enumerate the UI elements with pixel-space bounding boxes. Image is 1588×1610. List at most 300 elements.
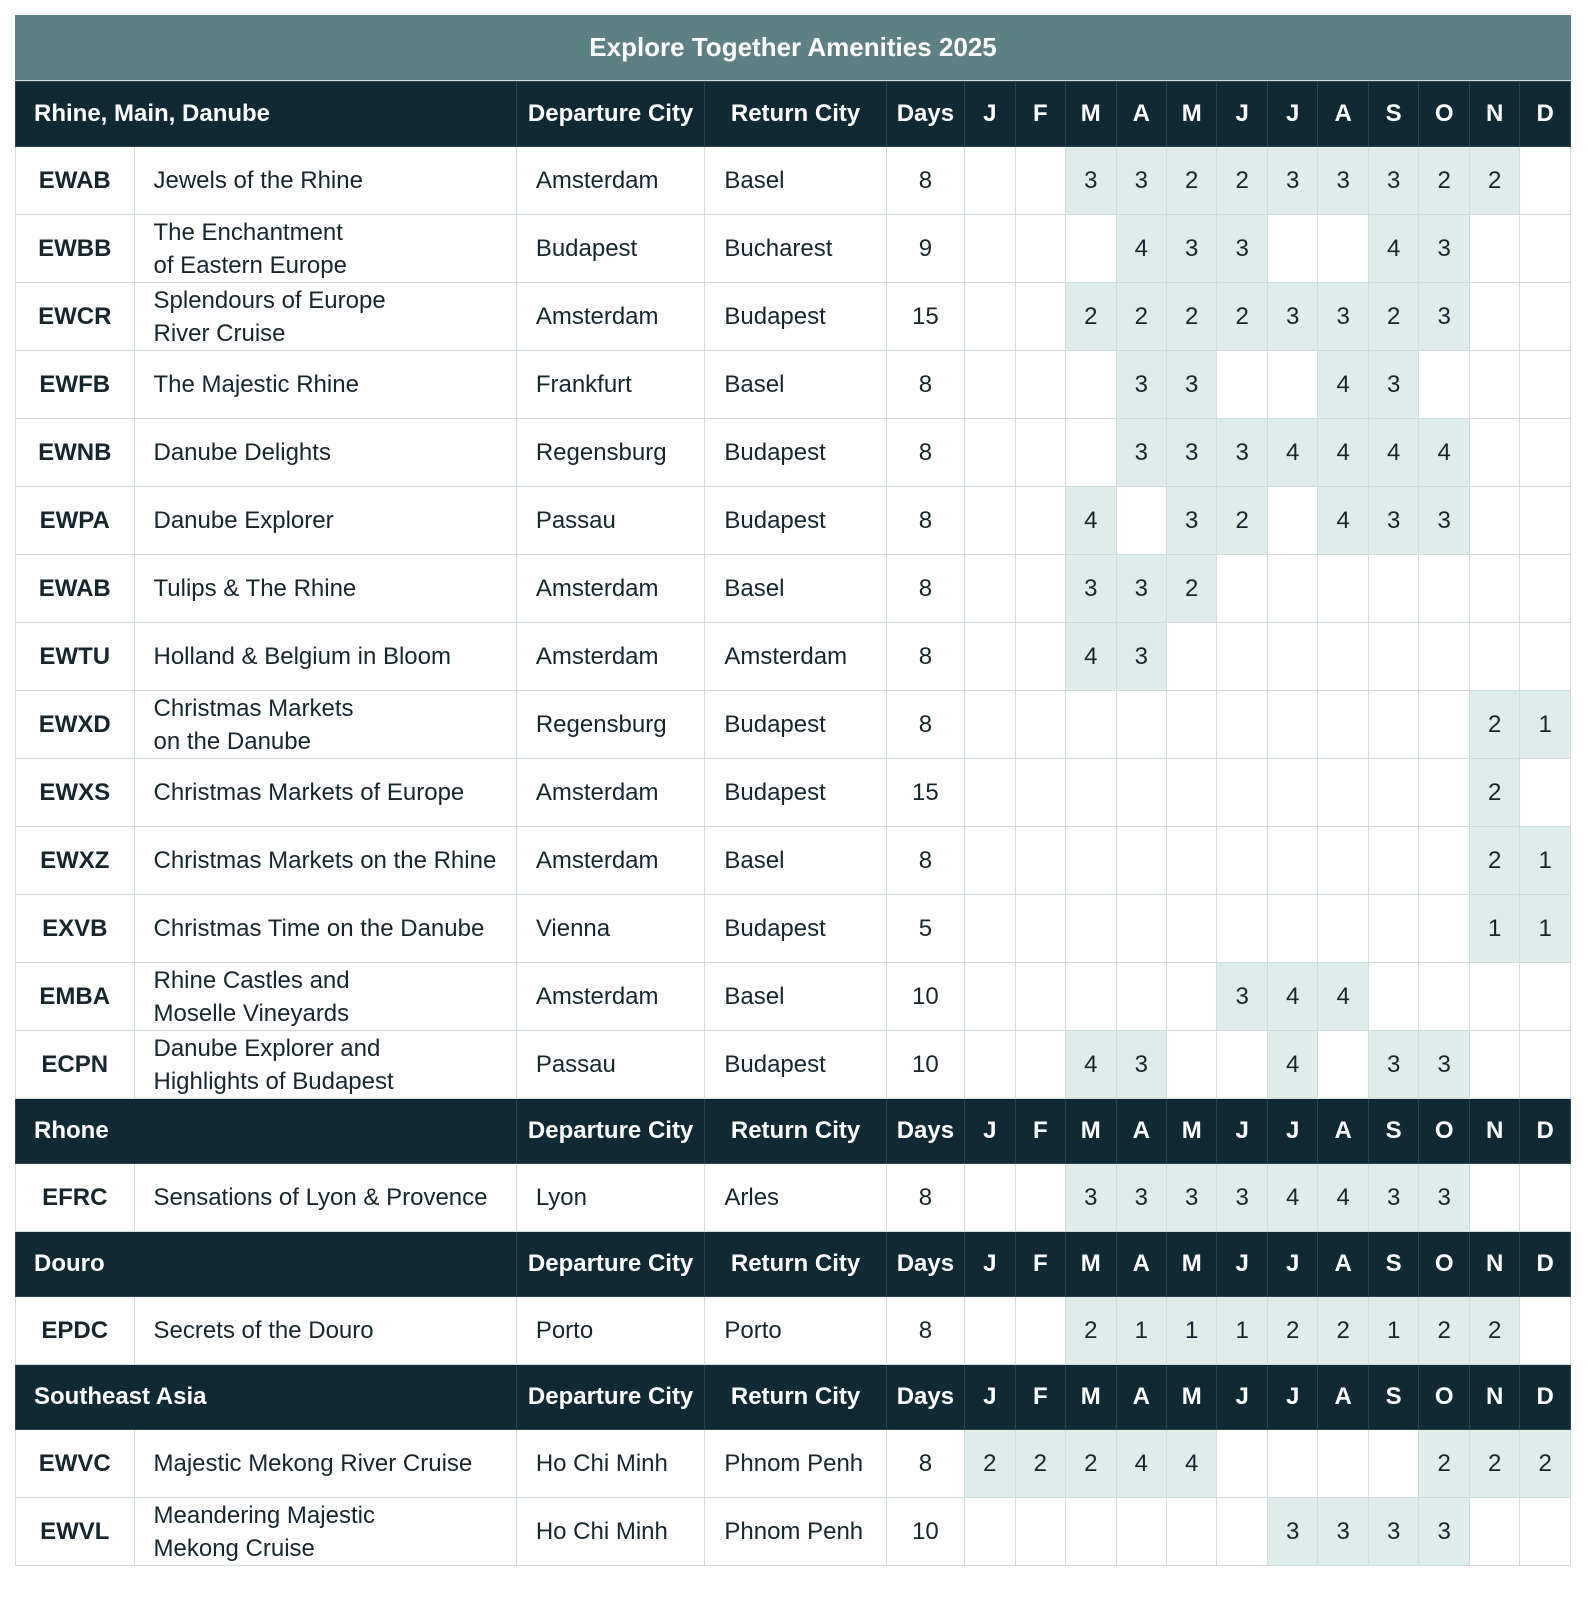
cruise-name: Christmas Markets of Europe [134, 759, 516, 827]
month-value [1015, 759, 1065, 827]
month-value [1015, 147, 1065, 215]
month-value: 3 [1116, 419, 1166, 487]
cruise-code: EWCR [16, 283, 135, 351]
departure-city: Regensburg [516, 419, 705, 487]
month-value: 2 [1267, 1297, 1317, 1365]
cruise-name: Danube Explorer and Highlights of Budapest [134, 1031, 516, 1099]
month-value: 3 [1368, 147, 1418, 215]
month-value: 4 [1066, 1031, 1116, 1099]
month-header: M [1166, 1232, 1216, 1297]
month-header: N [1469, 1099, 1519, 1164]
month-value [1015, 963, 1065, 1031]
month-value: 1 [1520, 691, 1571, 759]
month-header: M [1066, 1232, 1116, 1297]
month-value: 2 [1166, 147, 1216, 215]
month-value [1217, 827, 1267, 895]
days-count: 8 [886, 147, 964, 215]
month-value [1520, 1164, 1571, 1232]
month-header: M [1166, 1365, 1216, 1430]
cruise-code: EWXS [16, 759, 135, 827]
month-value [1166, 1031, 1216, 1099]
month-value [1015, 1164, 1065, 1232]
month-value [1520, 1031, 1571, 1099]
days-count: 9 [886, 215, 964, 283]
departure-city: Budapest [516, 215, 705, 283]
cruise-name: Secrets of the Douro [134, 1297, 516, 1365]
month-value [1318, 623, 1368, 691]
departure-city: Vienna [516, 895, 705, 963]
table-row [16, 895, 1571, 963]
month-value [1419, 895, 1469, 963]
month-header: J [1217, 1099, 1267, 1164]
month-value [1318, 691, 1368, 759]
cruise-code: EMBA [16, 963, 135, 1031]
cruise-name: Christmas Time on the Danube [134, 895, 516, 963]
departure-city: Amsterdam [516, 283, 705, 351]
month-value: 4 [1166, 1430, 1216, 1498]
cruise-name: Sensations of Lyon & Provence [134, 1164, 516, 1232]
month-header: S [1368, 1099, 1418, 1164]
return-city: Bucharest [705, 215, 886, 283]
month-value: 2 [1166, 555, 1216, 623]
month-header: F [1015, 1232, 1065, 1297]
days-count: 8 [886, 1430, 964, 1498]
month-value [1267, 623, 1317, 691]
month-value [1267, 827, 1317, 895]
month-header: J [1217, 82, 1267, 147]
month-value [1368, 1430, 1418, 1498]
month-value: 3 [1166, 351, 1216, 419]
month-value: 2 [1419, 147, 1469, 215]
cruise-code: EWTU [16, 623, 135, 691]
month-value [1066, 419, 1116, 487]
month-value [1368, 963, 1418, 1031]
table-row [16, 759, 1571, 827]
cruise-code: EPDC [16, 1297, 135, 1365]
return-city: Basel [705, 147, 886, 215]
month-header: N [1469, 1232, 1519, 1297]
departure-city: Amsterdam [516, 555, 705, 623]
month-header: J [965, 1099, 1015, 1164]
departure-city: Amsterdam [516, 759, 705, 827]
month-value [1066, 351, 1116, 419]
month-value [965, 895, 1015, 963]
departure-city: Ho Chi Minh [516, 1430, 705, 1498]
month-value [1015, 351, 1065, 419]
month-value: 3 [1217, 419, 1267, 487]
days-count: 8 [886, 419, 964, 487]
month-value: 3 [1066, 555, 1116, 623]
month-value [1066, 691, 1116, 759]
month-value [965, 1498, 1015, 1566]
table-row [16, 623, 1571, 691]
month-value: 4 [1066, 487, 1116, 555]
month-value [1015, 827, 1065, 895]
return-city-header: Return City [705, 1232, 886, 1297]
month-value: 2 [1066, 283, 1116, 351]
month-value [1318, 555, 1368, 623]
return-city: Basel [705, 827, 886, 895]
return-city: Budapest [705, 283, 886, 351]
month-value: 2 [1368, 283, 1418, 351]
days-count: 8 [886, 691, 964, 759]
return-city: Budapest [705, 691, 886, 759]
month-header: A [1318, 82, 1368, 147]
month-value [1166, 1498, 1216, 1566]
month-value [1015, 419, 1065, 487]
return-city-header: Return City [705, 1099, 886, 1164]
table-row [16, 351, 1571, 419]
return-city: Phnom Penh [705, 1430, 886, 1498]
departure-city: Frankfurt [516, 351, 705, 419]
month-value: 3 [1217, 215, 1267, 283]
return-city: Budapest [705, 487, 886, 555]
return-city: Budapest [705, 895, 886, 963]
month-header: N [1469, 82, 1519, 147]
departure-city: Ho Chi Minh [516, 1498, 705, 1566]
month-value [1066, 1498, 1116, 1566]
month-value: 2 [1469, 759, 1519, 827]
month-header: A [1116, 1365, 1166, 1430]
month-value [1368, 555, 1418, 623]
cruise-name: Majestic Mekong River Cruise [134, 1430, 516, 1498]
month-value [1217, 759, 1267, 827]
month-value [1520, 555, 1571, 623]
cruise-code: EWAB [16, 555, 135, 623]
table-row [16, 487, 1571, 555]
month-value [1368, 691, 1418, 759]
month-value: 2 [1469, 147, 1519, 215]
month-header: A [1318, 1232, 1368, 1297]
amenities-table [15, 81, 1571, 1566]
month-value: 3 [1166, 487, 1216, 555]
month-header: J [965, 1365, 1015, 1430]
return-city-header: Return City [705, 1365, 886, 1430]
cruise-name: Jewels of the Rhine [134, 147, 516, 215]
month-value: 3 [1217, 963, 1267, 1031]
month-value: 3 [1419, 1031, 1469, 1099]
return-city: Budapest [705, 419, 886, 487]
month-value [1166, 691, 1216, 759]
month-value [1166, 759, 1216, 827]
month-header: J [1267, 1232, 1317, 1297]
month-value [1469, 419, 1519, 487]
month-value: 3 [1419, 487, 1469, 555]
month-value [1520, 1297, 1571, 1365]
month-header: S [1368, 1365, 1418, 1430]
month-header: M [1066, 1365, 1116, 1430]
section-header [16, 1232, 1571, 1297]
month-value [1267, 691, 1317, 759]
cruise-code: EWVL [16, 1498, 135, 1566]
month-value [965, 147, 1015, 215]
month-value [1469, 963, 1519, 1031]
month-value: 3 [1066, 1164, 1116, 1232]
month-value: 4 [1318, 351, 1368, 419]
month-value: 3 [1217, 1164, 1267, 1232]
days-count: 8 [886, 487, 964, 555]
month-value: 3 [1318, 1498, 1368, 1566]
month-header: O [1419, 1232, 1469, 1297]
month-header: J [1217, 1365, 1267, 1430]
region-title: Southeast Asia [16, 1365, 517, 1430]
month-value [1166, 963, 1216, 1031]
month-value: 1 [1166, 1297, 1216, 1365]
month-value: 1 [1116, 1297, 1166, 1365]
month-value [1419, 759, 1469, 827]
month-header: M [1066, 82, 1116, 147]
days-count: 8 [886, 1297, 964, 1365]
month-value [1267, 555, 1317, 623]
month-value: 3 [1368, 1031, 1418, 1099]
departure-city: Amsterdam [516, 623, 705, 691]
month-value [965, 963, 1015, 1031]
month-value [1520, 351, 1571, 419]
month-header: F [1015, 1099, 1065, 1164]
month-value [1066, 895, 1116, 963]
region-title: Douro [16, 1232, 517, 1297]
cruise-name: Holland & Belgium in Bloom [134, 623, 516, 691]
month-value [965, 351, 1015, 419]
departure-city: Porto [516, 1297, 705, 1365]
month-value: 3 [1368, 351, 1418, 419]
month-value [1469, 351, 1519, 419]
month-value [1318, 827, 1368, 895]
month-value [1217, 691, 1267, 759]
month-header: D [1520, 1099, 1571, 1164]
cruise-name: Rhine Castles and Moselle Vineyards [134, 963, 516, 1031]
cruise-name: The Enchantment of Eastern Europe [134, 215, 516, 283]
month-value [1217, 555, 1267, 623]
month-value: 4 [1318, 487, 1368, 555]
departure-city: Amsterdam [516, 147, 705, 215]
table-row [16, 283, 1571, 351]
departure-city-header: Departure City [516, 1232, 705, 1297]
month-value: 3 [1116, 623, 1166, 691]
departure-city: Regensburg [516, 691, 705, 759]
month-header: D [1520, 82, 1571, 147]
month-value: 2 [1469, 1430, 1519, 1498]
month-value [1217, 351, 1267, 419]
month-value [1368, 623, 1418, 691]
month-value: 3 [1419, 283, 1469, 351]
departure-city: Amsterdam [516, 827, 705, 895]
cruise-code: EFRC [16, 1164, 135, 1232]
month-value [965, 1031, 1015, 1099]
days-count: 10 [886, 1498, 964, 1566]
month-header: A [1116, 1099, 1166, 1164]
month-header: J [1267, 1365, 1317, 1430]
days-count: 8 [886, 1164, 964, 1232]
cruise-code: EWVC [16, 1430, 135, 1498]
month-header: F [1015, 1365, 1065, 1430]
departure-city-header: Departure City [516, 1365, 705, 1430]
month-value [1015, 623, 1065, 691]
table-row [16, 1498, 1571, 1566]
month-value: 4 [1368, 215, 1418, 283]
departure-city: Passau [516, 1031, 705, 1099]
month-value [1368, 827, 1418, 895]
month-value [1520, 487, 1571, 555]
return-city: Phnom Penh [705, 1498, 886, 1566]
month-value: 4 [1267, 1031, 1317, 1099]
days-count: 8 [886, 623, 964, 691]
cruise-name: The Majestic Rhine [134, 351, 516, 419]
month-value [1520, 759, 1571, 827]
month-value [1469, 1498, 1519, 1566]
month-value [965, 759, 1015, 827]
section-header [16, 1365, 1571, 1430]
table-row [16, 1031, 1571, 1099]
month-value: 2 [1066, 1297, 1116, 1365]
month-value: 2 [1419, 1430, 1469, 1498]
month-value [1520, 215, 1571, 283]
month-value: 4 [1318, 1164, 1368, 1232]
month-value [1368, 895, 1418, 963]
return-city: Budapest [705, 759, 886, 827]
month-value: 3 [1419, 1164, 1469, 1232]
cruise-name: Splendours of Europe River Cruise [134, 283, 516, 351]
month-value [1419, 827, 1469, 895]
cruise-name: Tulips & The Rhine [134, 555, 516, 623]
month-value [1520, 147, 1571, 215]
month-value [1116, 1498, 1166, 1566]
month-value: 2 [1116, 283, 1166, 351]
month-value [1469, 487, 1519, 555]
month-value: 4 [1318, 419, 1368, 487]
month-value: 3 [1419, 215, 1469, 283]
month-value: 1 [1368, 1297, 1418, 1365]
month-value [965, 827, 1015, 895]
month-value [1419, 963, 1469, 1031]
month-header: A [1116, 1232, 1166, 1297]
month-header: S [1368, 1232, 1418, 1297]
cruise-code: EWNB [16, 419, 135, 487]
days-count: 10 [886, 1031, 964, 1099]
month-value [1015, 1297, 1065, 1365]
section-header [16, 82, 1571, 147]
month-value: 2 [1469, 827, 1519, 895]
days-header: Days [886, 1232, 964, 1297]
month-value: 4 [1419, 419, 1469, 487]
region-title: Rhine, Main, Danube [16, 82, 517, 147]
month-header: S [1368, 82, 1418, 147]
cruise-code: EWXZ [16, 827, 135, 895]
month-value [1469, 215, 1519, 283]
month-value [1520, 283, 1571, 351]
month-value: 3 [1267, 283, 1317, 351]
month-header: O [1419, 82, 1469, 147]
cruise-code: EWXD [16, 691, 135, 759]
month-value: 3 [1166, 215, 1216, 283]
month-value: 2 [1469, 1297, 1519, 1365]
month-header: O [1419, 1099, 1469, 1164]
month-header: J [1267, 1099, 1317, 1164]
departure-city: Lyon [516, 1164, 705, 1232]
cruise-code: EWFB [16, 351, 135, 419]
month-value [965, 487, 1015, 555]
month-value [1166, 827, 1216, 895]
return-city-header: Return City [705, 82, 886, 147]
month-header: M [1166, 82, 1216, 147]
month-value: 3 [1116, 351, 1166, 419]
month-header: J [965, 82, 1015, 147]
month-value [1116, 759, 1166, 827]
month-value [1469, 623, 1519, 691]
month-value: 4 [1066, 623, 1116, 691]
month-value [965, 283, 1015, 351]
month-value [1419, 623, 1469, 691]
month-value [1015, 895, 1065, 963]
month-value [1116, 895, 1166, 963]
month-value: 3 [1267, 1498, 1317, 1566]
section-header [16, 1099, 1571, 1164]
month-header: O [1419, 1365, 1469, 1430]
month-value [1419, 351, 1469, 419]
return-city: Amsterdam [705, 623, 886, 691]
month-value [1267, 215, 1317, 283]
month-value [1469, 1031, 1519, 1099]
cruise-code: EWBB [16, 215, 135, 283]
month-value: 2 [1217, 147, 1267, 215]
month-value [1015, 555, 1065, 623]
month-value [1368, 759, 1418, 827]
departure-city-header: Departure City [516, 82, 705, 147]
month-value: 4 [1368, 419, 1418, 487]
cruise-name: Christmas Markets on the Rhine [134, 827, 516, 895]
month-value [1520, 1498, 1571, 1566]
month-value: 3 [1116, 147, 1166, 215]
month-value: 4 [1267, 419, 1317, 487]
month-value: 3 [1166, 419, 1216, 487]
month-header: F [1015, 82, 1065, 147]
month-value [1015, 1031, 1065, 1099]
month-value: 1 [1520, 895, 1571, 963]
return-city: Porto [705, 1297, 886, 1365]
table-title: Explore Together Amenities 2025 [15, 15, 1571, 81]
return-city: Basel [705, 555, 886, 623]
month-value [1116, 487, 1166, 555]
month-header: A [1116, 82, 1166, 147]
month-value: 2 [1318, 1297, 1368, 1365]
month-value [1318, 759, 1368, 827]
month-value [1267, 1430, 1317, 1498]
month-value: 2 [1217, 283, 1267, 351]
month-value [1267, 895, 1317, 963]
month-value: 2 [1015, 1430, 1065, 1498]
month-value [1267, 487, 1317, 555]
departure-city: Passau [516, 487, 705, 555]
month-value: 2 [1419, 1297, 1469, 1365]
region-title: Rhone [16, 1099, 517, 1164]
month-value [1217, 623, 1267, 691]
month-value [1469, 555, 1519, 623]
month-value: 3 [1116, 555, 1166, 623]
month-value [1217, 1498, 1267, 1566]
month-header: J [965, 1232, 1015, 1297]
month-header: D [1520, 1232, 1571, 1297]
month-header: M [1166, 1099, 1216, 1164]
month-value [965, 1297, 1015, 1365]
month-value: 1 [1520, 827, 1571, 895]
month-value: 1 [1469, 895, 1519, 963]
month-value: 1 [1217, 1297, 1267, 1365]
month-value [1419, 555, 1469, 623]
month-value [1015, 691, 1065, 759]
month-value [1066, 827, 1116, 895]
days-count: 8 [886, 827, 964, 895]
table-row [16, 827, 1571, 895]
